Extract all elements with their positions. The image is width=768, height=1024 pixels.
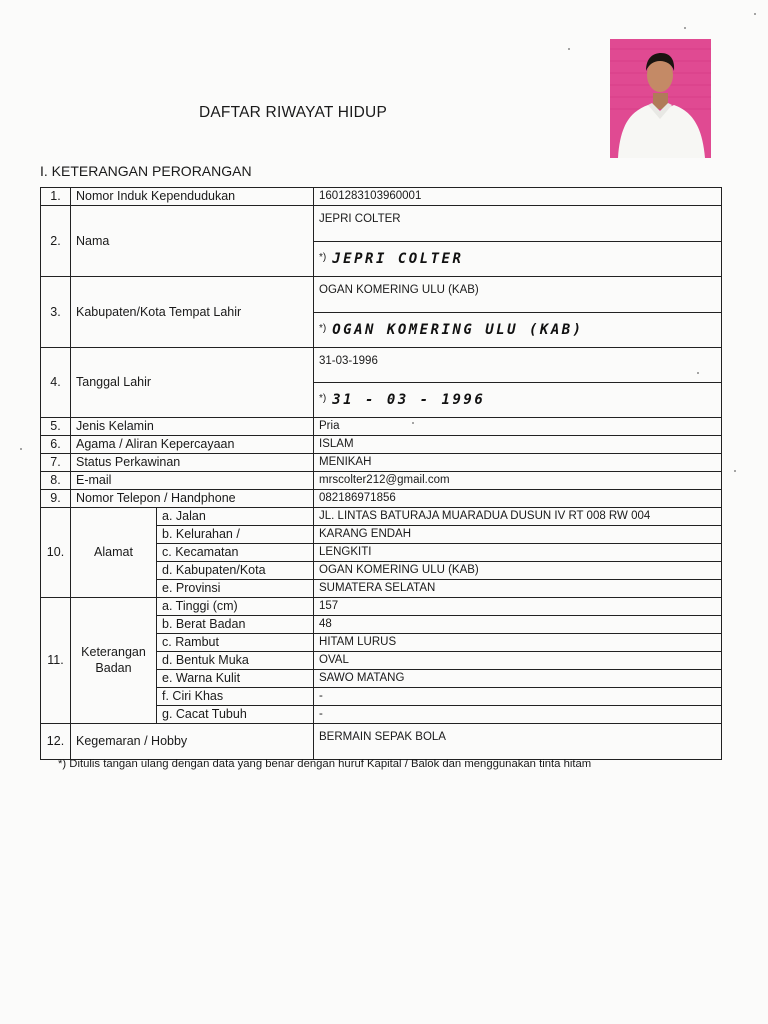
field-value: SAWO MATANG — [314, 670, 722, 688]
sub-field-label: c. Rambut — [157, 634, 314, 652]
field-value: OGAN KOMERING ULU (KAB) — [314, 277, 722, 313]
field-value: - — [314, 688, 722, 706]
scan-speck — [20, 448, 22, 450]
sub-field-label: e. Provinsi — [157, 580, 314, 598]
field-value: Pria — [314, 418, 722, 436]
handwritten-value: 31 - 03 - 1996 — [332, 392, 486, 408]
row-number: 2. — [41, 206, 71, 277]
scan-speck — [684, 27, 686, 29]
sub-field-label: b. Berat Badan — [157, 616, 314, 634]
sub-field-label: f. Ciri Khas — [157, 688, 314, 706]
table-row — [41, 490, 722, 508]
sub-field-label: d. Bentuk Muka — [157, 652, 314, 670]
row-number: 3. — [41, 277, 71, 348]
table-row — [41, 508, 722, 526]
row-number: 7. — [41, 454, 71, 472]
field-value: KARANG ENDAH — [314, 526, 722, 544]
field-label: Status Perkawinan — [71, 454, 314, 472]
field-label: E-mail — [71, 472, 314, 490]
field-label: Tanggal Lahir — [71, 348, 314, 418]
field-value: JEPRI COLTER — [314, 206, 722, 242]
scan-speck — [734, 470, 736, 472]
footnote: *) Ditulis tangan ulang dengan data yang benar dengan huruf Kapital / Balok dan menggunakan tinta hitam — [58, 758, 592, 770]
sub-field-label: c. Kecamatan — [157, 544, 314, 562]
field-value: HITAM LURUS — [314, 634, 722, 652]
field-value: SUMATERA SELATAN — [314, 580, 722, 598]
table-row — [41, 724, 722, 760]
handwritten-value: JEPRI COLTER — [332, 251, 464, 267]
field-label: Keterangan Badan — [71, 598, 157, 724]
row-number: 5. — [41, 418, 71, 436]
section-title: I. KETERANGAN PERORANGAN — [40, 163, 252, 179]
field-value: - — [314, 706, 722, 724]
row-number: 1. — [41, 188, 71, 206]
field-label: Jenis Kelamin — [71, 418, 314, 436]
personal-info-table — [40, 187, 722, 760]
field-label: Nama — [71, 206, 314, 277]
footnote-marker: *) — [319, 252, 327, 263]
field-value: BERMAIN SEPAK BOLA — [314, 724, 722, 760]
row-number: 9. — [41, 490, 71, 508]
field-value: OVAL — [314, 652, 722, 670]
field-value: 082186971856 — [314, 490, 722, 508]
document-title: DAFTAR RIWAYAT HIDUP — [199, 104, 387, 121]
sub-field-label: a. Tinggi (cm) — [157, 598, 314, 616]
scan-speck — [697, 372, 699, 374]
row-number: 12. — [41, 724, 71, 760]
field-value: MENIKAH — [314, 454, 722, 472]
passport-photo — [610, 39, 711, 158]
field-value: 31-03-1996 — [314, 348, 722, 383]
sub-field-label: d. Kabupaten/Kota — [157, 562, 314, 580]
table-row — [41, 472, 722, 490]
field-value: JL. LINTAS BATURAJA MUARADUA DUSUN IV RT 008 RW 004 — [314, 508, 722, 526]
field-value: mrscolter212@gmail.com — [314, 472, 722, 490]
handwritten-field — [314, 313, 722, 348]
row-number: 10. — [41, 508, 71, 598]
field-value: LENGKITI — [314, 544, 722, 562]
footnote-marker: *) — [319, 323, 327, 334]
row-number: 6. — [41, 436, 71, 454]
field-value: 48 — [314, 616, 722, 634]
field-value: 157 — [314, 598, 722, 616]
scan-speck — [412, 422, 414, 424]
table-row — [41, 348, 722, 383]
row-number: 11. — [41, 598, 71, 724]
table-row — [41, 454, 722, 472]
footnote-marker: *) — [319, 393, 327, 404]
field-value: ISLAM — [314, 436, 722, 454]
table-row — [41, 598, 722, 616]
scan-speck — [568, 48, 570, 50]
handwritten-field — [314, 242, 722, 277]
sub-field-label: e. Warna Kulit — [157, 670, 314, 688]
sub-field-label: a. Jalan — [157, 508, 314, 526]
field-label: Agama / Aliran Kepercayaan — [71, 436, 314, 454]
row-number: 4. — [41, 348, 71, 418]
handwritten-field — [314, 383, 722, 418]
row-number: 8. — [41, 472, 71, 490]
table-row — [41, 277, 722, 313]
field-label: Nomor Induk Kependudukan — [71, 188, 314, 206]
field-label: Kabupaten/Kota Tempat Lahir — [71, 277, 314, 348]
table-row — [41, 206, 722, 242]
field-label: Alamat — [71, 508, 157, 598]
field-label: Kegemaran / Hobby — [71, 724, 314, 760]
sub-field-label: b. Kelurahan / — [157, 526, 314, 544]
sub-field-label: g. Cacat Tubuh — [157, 706, 314, 724]
field-value: 1601283103960001 — [314, 188, 722, 206]
table-row — [41, 188, 722, 206]
handwritten-value: OGAN KOMERING ULU (KAB) — [332, 322, 584, 338]
person-portrait-icon — [610, 39, 711, 158]
field-value: OGAN KOMERING ULU (KAB) — [314, 562, 722, 580]
scan-speck — [754, 13, 756, 15]
table-row — [41, 418, 722, 436]
table-row — [41, 436, 722, 454]
field-label: Nomor Telepon / Handphone — [71, 490, 314, 508]
